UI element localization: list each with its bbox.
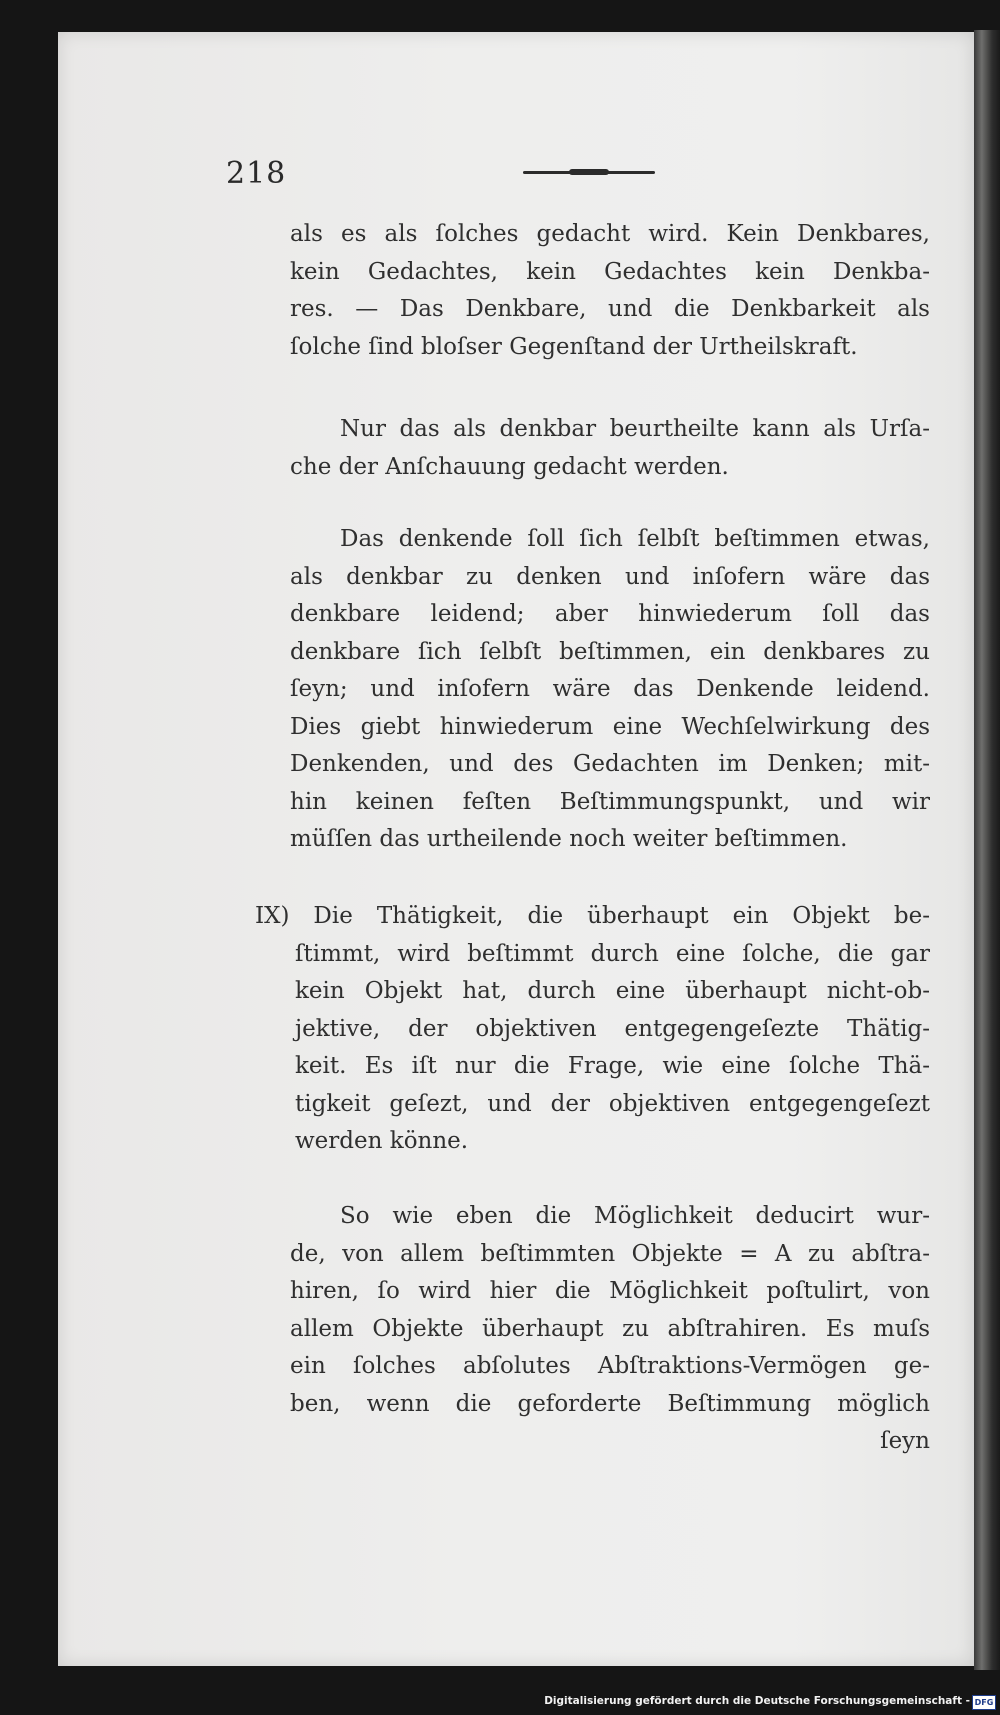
text-line: Denkenden, und des Gedachten im Denken; mit- bbox=[290, 751, 930, 777]
text-line: ſtimmt, wird beſtimmt durch eine ſolche, die gar bbox=[295, 940, 930, 967]
paragraph-2 bbox=[290, 411, 930, 486]
text-line: res. — Das Denkbare, und die Denkbarkeit als bbox=[290, 296, 930, 322]
catchword: ſeyn bbox=[880, 1428, 930, 1454]
text-line: ſeyn; und inſofern wäre das Denkende leidend. bbox=[290, 676, 930, 702]
text-line: als denkbar zu denken und inſofern wäre das bbox=[290, 563, 930, 590]
page-edge bbox=[974, 30, 1000, 1670]
text-line: keit. Es iſt nur die Frage, wie eine ſolche Thä- bbox=[295, 1053, 930, 1079]
paragraph-5 bbox=[290, 1198, 930, 1461]
text-line: Nur das als denkbar beurtheilte kann als Urſa- bbox=[340, 416, 930, 442]
text-line: ben, wenn die geforderte Beſtimmung möglich bbox=[290, 1390, 930, 1417]
text-line: müſſen das urtheilende noch weiter beſtimmen. bbox=[290, 826, 848, 852]
text-line: de, von allem beſtimmten Objekte = A zu abſtra- bbox=[290, 1240, 930, 1267]
text-line: werden könne. bbox=[295, 1128, 469, 1154]
text-line: hiren, ſo wird hier die Möglichkeit poſtulirt, von bbox=[290, 1278, 930, 1304]
text-line: kein Gedachtes, kein Gedachtes kein Denkba- bbox=[290, 258, 930, 285]
paragraph-4-section-ix bbox=[255, 898, 930, 1161]
text-line: che der Anſchauung gedacht werden. bbox=[290, 453, 729, 480]
text-line: jektive, der objektiven entgegengeſezte Thätig- bbox=[295, 1015, 930, 1042]
text-line: denkbare ſich ſelbſt beſtimmen, ein denkbares zu bbox=[290, 638, 930, 665]
text-line: kein Objekt hat, durch eine überhaupt nicht-ob- bbox=[295, 978, 930, 1004]
text-line: ſolche ſind bloſser Gegenſtand der Urtheilskraft. bbox=[290, 333, 858, 360]
text-line: tigkeit geſezt, und der objektiven entgegengeſezt bbox=[295, 1090, 930, 1117]
text-line: hin keinen feſten Beſtimmungspunkt, und wir bbox=[290, 788, 930, 815]
text-line: Das denkende ſoll ſich ſelbſt beſtimmen etwas, bbox=[340, 526, 930, 552]
text-line: als es als ſolches gedacht wird. Kein Denkbares, bbox=[290, 221, 930, 247]
paragraph-3 bbox=[290, 521, 930, 859]
text-line: ein ſolches abſolutes Abſtraktions-Vermögen ge- bbox=[290, 1353, 930, 1379]
text-line: denkbare leidend; aber hinwiederum ſoll das bbox=[290, 601, 930, 627]
paragraph-1 bbox=[290, 216, 930, 366]
text-line: allem Objekte überhaupt zu abſtrahiren. Es muſs bbox=[290, 1315, 930, 1342]
header-ornament-rule bbox=[523, 171, 655, 174]
funding-credit: Digitalisierung gefördert durch die Deutsche Forschungsgemeinschaft - bbox=[544, 1695, 970, 1707]
page-number: 218 bbox=[226, 156, 287, 191]
text-line: IX) Die Thätigkeit, die überhaupt ein Objekt be- bbox=[255, 903, 930, 929]
text-line: So wie eben die Möglichkeit deducirt wur- bbox=[340, 1203, 930, 1229]
text-line: Dies giebt hinwiederum eine Wechſelwirkung des bbox=[290, 713, 930, 740]
dfg-logo-icon: DFG bbox=[972, 1695, 996, 1710]
